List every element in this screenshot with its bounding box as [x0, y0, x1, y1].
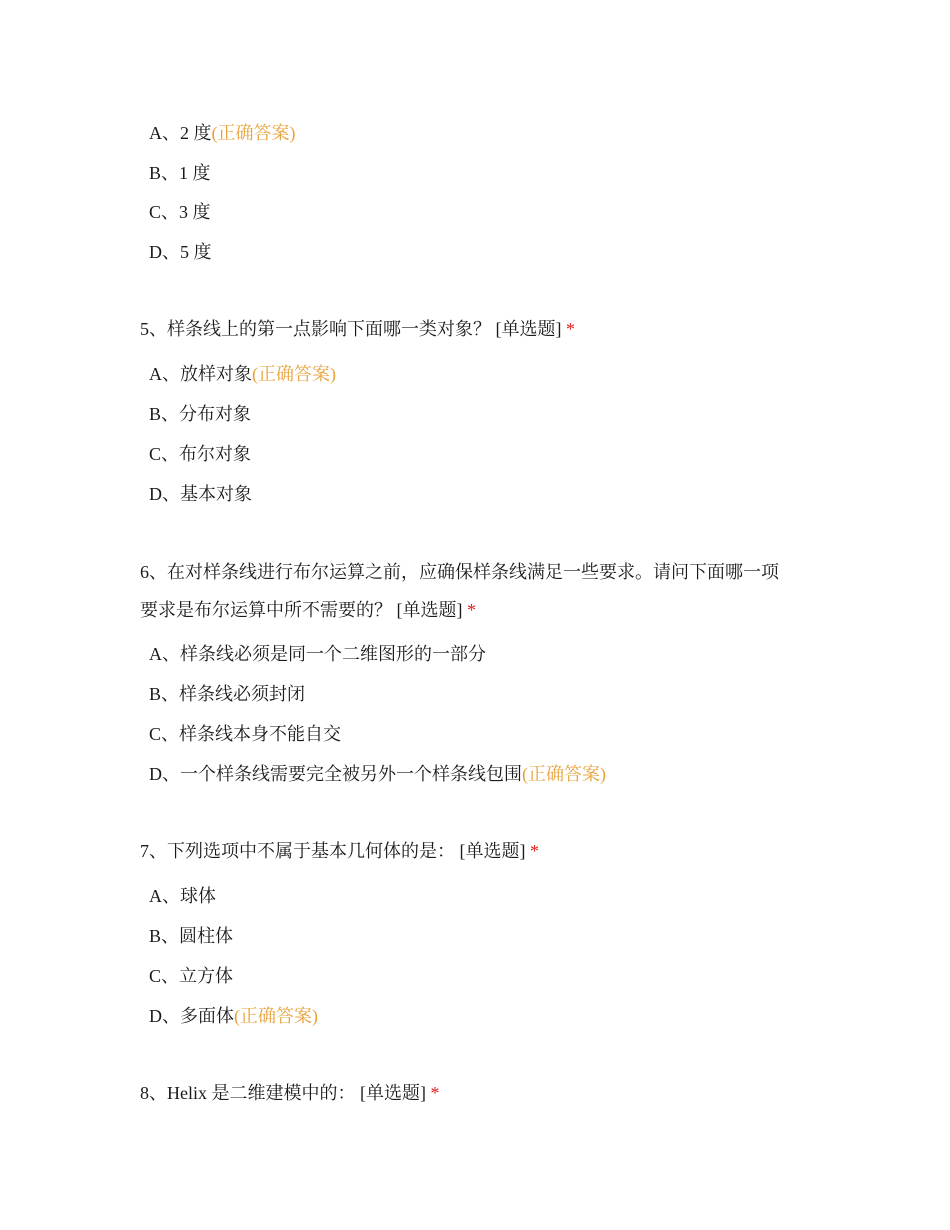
required-marker: * [530, 841, 539, 861]
q4-option-b-text: B、1 度 [149, 163, 211, 183]
q6-type-label: [单选题] [396, 600, 463, 620]
q5-option-d-text: D、基本对象 [149, 484, 252, 504]
q7-option-d [149, 1004, 318, 1028]
q7-option-a [149, 884, 216, 908]
q6-option-b [149, 682, 305, 706]
q5-option-d [149, 482, 252, 506]
q6-question-line1: 6、在对样条线进行布尔运算之前，应确保样条线满足一些要求。请问下面哪一项 [140, 562, 779, 582]
q8-question [140, 1074, 820, 1112]
q6-question-line2 [140, 591, 820, 629]
q4-option-a-text: A、2 度 [149, 123, 212, 143]
q4-option-d [149, 240, 212, 264]
q7-option-b [149, 924, 233, 948]
q5-type-label: [单选题] [495, 319, 562, 339]
q4-option-b [149, 161, 211, 185]
correct-answer-label: (正确答案) [522, 764, 606, 784]
q7-question-text: 7、下列选项中不属于基本几何体的是： [140, 841, 455, 861]
required-marker: * [566, 319, 575, 339]
q5-option-a-text: A、放样对象 [149, 364, 252, 384]
correct-answer-label: (正确答案) [234, 1006, 318, 1026]
q7-option-d-text: D、多面体 [149, 1006, 234, 1026]
q5-option-b [149, 402, 251, 426]
q8-question-text: 8、Helix 是二维建模中的： [140, 1083, 356, 1103]
q7-option-a-text: A、球体 [149, 886, 216, 906]
required-marker: * [467, 600, 476, 620]
q5-option-c-text: C、布尔对象 [149, 444, 252, 464]
q6-option-b-text: B、样条线必须封闭 [149, 684, 306, 704]
q5-question-text: 5、样条线上的第一点影响下面哪一类对象？ [140, 319, 491, 339]
q5-option-c [149, 442, 251, 466]
q8-type-label: [单选题] [360, 1083, 426, 1103]
q4-option-c-text: C、3 度 [149, 202, 211, 222]
q6-option-c [149, 722, 341, 746]
q6-option-d-text: D、一个样条线需要完全被另外一个样条线包围 [149, 764, 522, 784]
q7-option-c-text: C、立方体 [149, 966, 234, 986]
q7-question [140, 832, 820, 870]
q7-option-b-text: B、圆柱体 [149, 926, 234, 946]
q6-question [140, 553, 820, 629]
q5-option-b-text: B、分布对象 [149, 404, 252, 424]
q4-option-d-text: D、5 度 [149, 242, 212, 262]
q6-option-a-text: A、样条线必须是同一个二维图形的一部分 [149, 644, 486, 664]
q7-option-c [149, 964, 233, 988]
correct-answer-label: (正确答案) [252, 364, 336, 384]
q5-option-a [149, 362, 336, 386]
q4-option-c [149, 200, 211, 224]
q4-option-a [149, 121, 296, 145]
q6-option-d [149, 762, 606, 786]
q7-type-label: [单选题] [459, 841, 526, 861]
q5-question [140, 310, 820, 348]
required-marker: * [430, 1083, 440, 1103]
q6-option-c-text: C、样条线本身不能自交 [149, 724, 342, 744]
q6-option-a [149, 642, 486, 666]
correct-answer-label: (正确答案) [211, 123, 296, 143]
q6-question-text: 要求是布尔运算中所不需要的？ [140, 600, 392, 620]
